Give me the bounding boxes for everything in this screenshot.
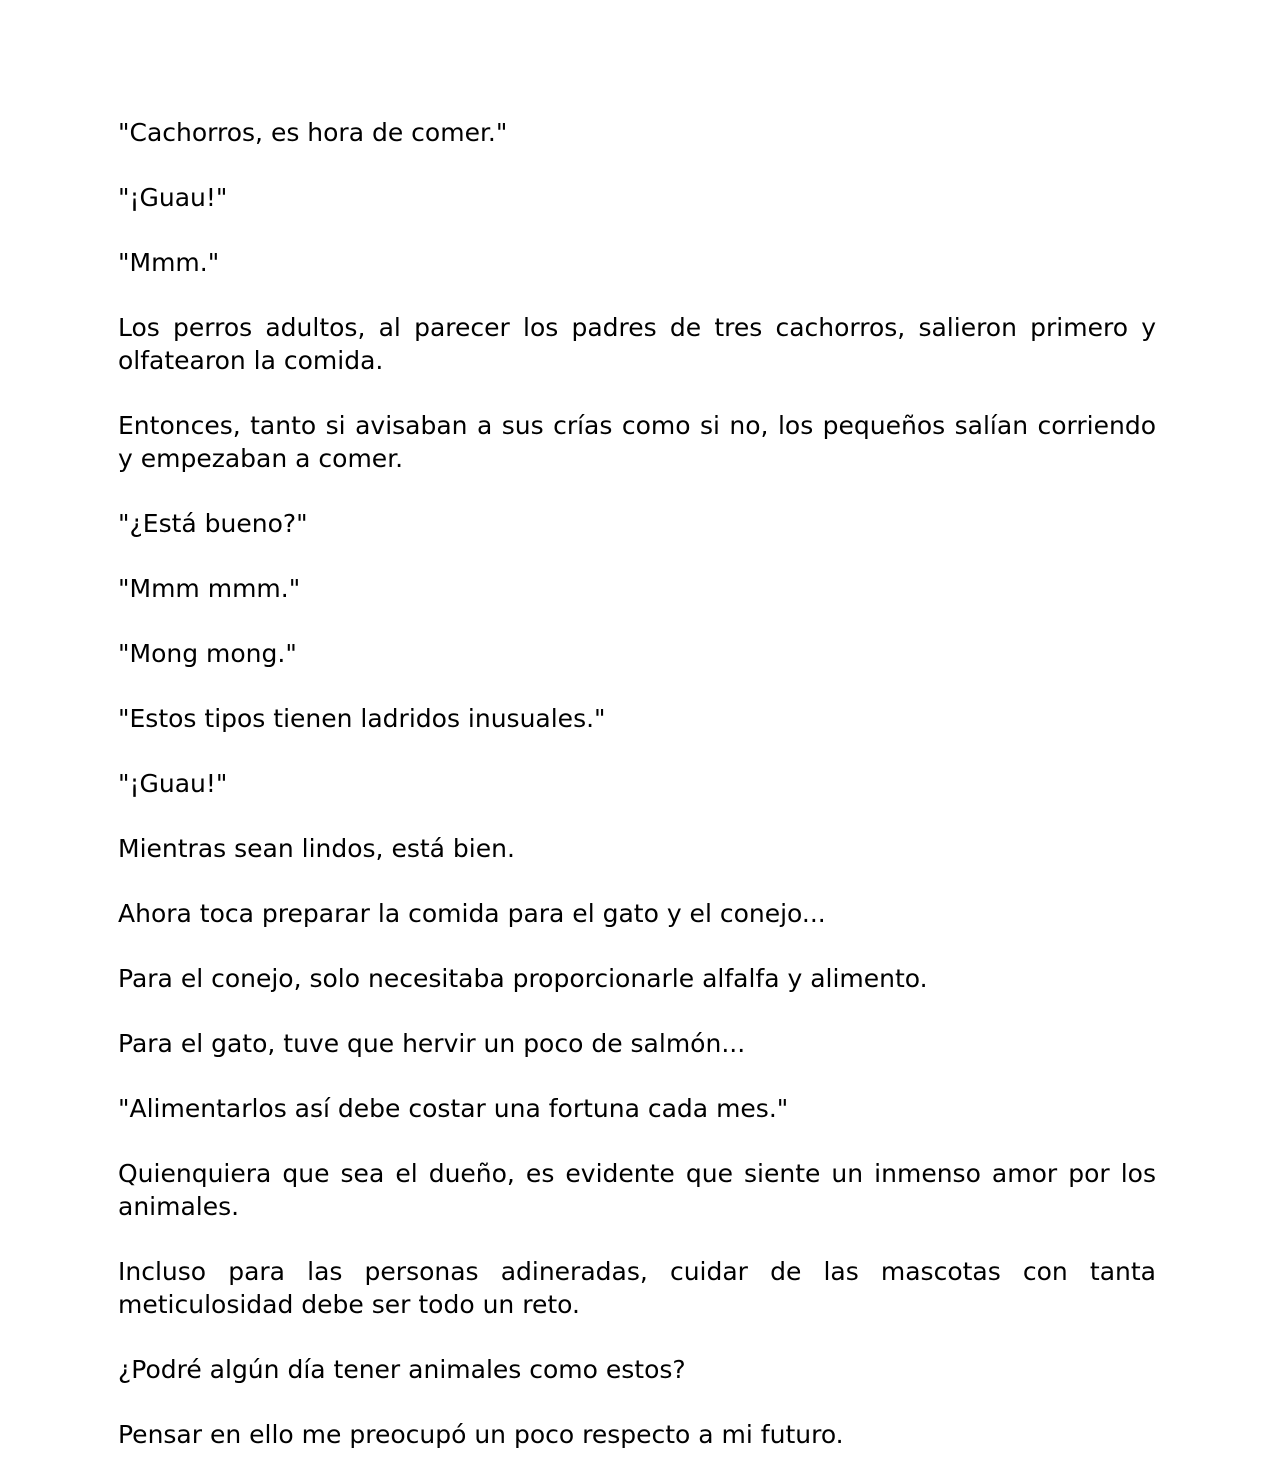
paragraph: "Mmm mmm." — [118, 574, 301, 603]
paragraph: Incluso para las personas adineradas, cuidar de las mascotas con tanta meticulosidad debe ser todo un reto. — [118, 1257, 1156, 1319]
paragraph: Pensar en ello me preocupó un poco respecto a mi futuro. — [118, 1420, 844, 1449]
document-page — [118, 116, 1156, 1483]
paragraph: Ahora toca preparar la comida para el gato y el conejo... — [118, 899, 826, 928]
paragraph: Los perros adultos, al parecer los padres de tres cachorros, salieron primero y olfatearon la comida. — [118, 313, 1156, 375]
paragraph: "¿Está bueno?" — [118, 509, 308, 538]
paragraph: Quienquiera que sea el dueño, es evidente que siente un inmenso amor por los animales. — [118, 1159, 1156, 1221]
paragraph: "Estos tipos tienen ladridos inusuales." — [118, 704, 606, 733]
paragraph: Mientras sean lindos, está bien. — [118, 834, 515, 863]
paragraph: "¡Guau!" — [118, 183, 228, 212]
paragraph: Para el conejo, solo necesitaba proporcionarle alfalfa y alimento. — [118, 964, 928, 993]
paragraph: "Mong mong." — [118, 639, 297, 668]
paragraph: "Mmm." — [118, 248, 220, 277]
paragraph: "¡Guau!" — [118, 769, 228, 798]
paragraph: "Cachorros, es hora de comer." — [118, 118, 508, 147]
paragraph: ¿Podré algún día tener animales como estos? — [118, 1355, 686, 1384]
paragraph: "Alimentarlos así debe costar una fortuna cada mes." — [118, 1094, 789, 1123]
paragraph: Entonces, tanto si avisaban a sus crías como si no, los pequeños salían corriendo y empezaban a comer. — [118, 411, 1156, 473]
paragraph: Para el gato, tuve que hervir un poco de salmón... — [118, 1029, 746, 1058]
